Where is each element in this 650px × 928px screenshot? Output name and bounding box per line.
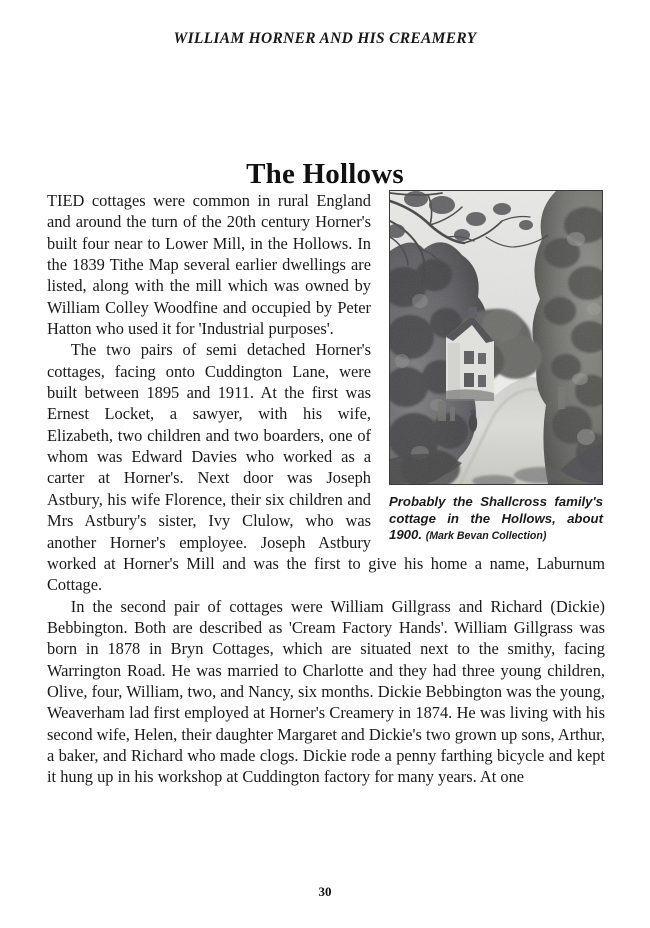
body-paragraph: In the second pair of cottages were William Gillgrass and Richard (Dickie) Bebbington. Both are described as 'Cream Factory Hands'. William Gillgrass was born in 1878 in Bryn Cottages, which are situated next to the smithy, facing Warrington Road. He was married to Charlotte and they had three young children, Olive, four, William, two, and Nancy, six months. Dickie Bebbington was the young, Weaverham lad first employed at Horner's Creamery in 1874. He was living with his second wife, Helen, their daughter Margaret and Dickie's two grown up sons, Arthur, a baker, and Richard who made clogs. Dickie rode a penny farthing bicycle and kept it hung up in his workshop at Cuddington factory for many years. At one (47, 596, 605, 787)
figure (389, 190, 605, 545)
photograph (389, 190, 603, 485)
page-number: 30 (318, 884, 332, 899)
photograph-image (390, 191, 602, 484)
figure-caption-credit: (Mark Bevan Collection) (425, 530, 547, 542)
figure-caption-text: Probably the Shallcross family's cottage in the Hollows, about 1900. (389, 494, 603, 542)
page-title: The Hollows (246, 158, 404, 191)
body-paragraph: The two pairs of semi detached Horner's cottages, facing onto Cuddington Lane, were built between 1895 and 1911. At the first was Ernest Locket, a sawyer, with his wife, Elizabeth, two children and two boarders, one of whom was Edward Davies who worked as a carter at Horner's. Next door was Joseph Astbury, his wife Florence, their six children and Mrs Astbury's sister, Ivy Clulow, who was another Horner's employee. Joseph Astbury worked at Horner's Mill and was the first to give his home a name, Laburnum Cottage. (47, 340, 605, 595)
figure-caption (389, 494, 603, 545)
running-head: WILLIAM HORNER AND HIS CREAMERY (173, 30, 477, 47)
body-paragraph: TIED cottages were common in rural England and around the turn of the 20th century Horner's built four near to Lower Mill, in the Hollows. In the 1839 Tithe Map several earlier dwellings are listed, along with the mill which was owned by William Colley Woodfine and occupied by Peter Hatton who used it for 'Industrial purposes'. (47, 191, 371, 339)
body-text-column (47, 190, 605, 788)
